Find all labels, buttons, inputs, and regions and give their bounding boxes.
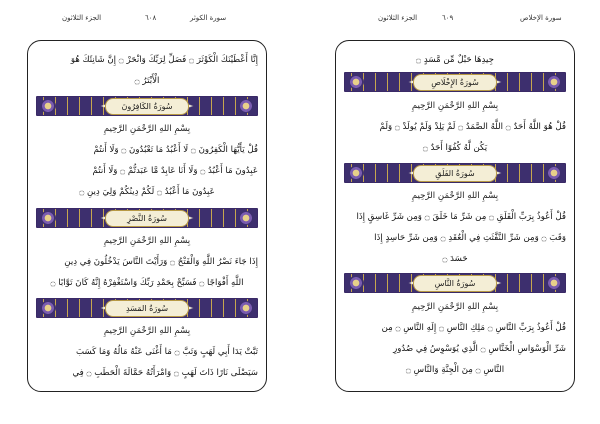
surah-kafirun-banner [36,96,258,116]
banner-ornament-icon [40,99,56,113]
verse-line: قُلْ يَأَيُّهَا الْكَفِرُونَ ۝ لَا أَعْبُدُ مَا تَعْبُدُونَ ۝ وَلَا أَنتُمْ [93,145,258,155]
verse-line: يَكُن لَّهُ كُفُوًا أَحَدٌ ۝ [422,143,488,153]
basmala: بِسْمِ اللهِ الرَّحْمَنِ الرَّحِيمِ [103,124,191,134]
verse-line: تَبَّتْ يَدَا أَبِي لَهَبٍ وَتَبَّ ۝ مَا أَغْنَى عَنْهُ مَالُهُ وَمَا كَسَبَ [76,347,258,357]
surah-ikhlas-banner [344,72,566,92]
surah-title: سُورَةُ المَسَدِ [105,300,189,317]
verse-line: حَسَدَ ۝ [442,254,468,264]
verse-line: سَيَصْلَى نَارًا ذَاتَ لَهَبٍ ۝ وَامْرَأَتُهُ حَمَّالَةَ الْحَطَبِ ۝ فِي [72,368,258,378]
surah-title: سُورَةُ الفَلَقِ [413,165,497,182]
banner-ornament-icon [348,166,364,180]
verse-line: وَقَبَ ۝ وَمِن شَرِّ النَّفَّثَتِ فِي الْعُقَدِ ۝ وَمِن شَرِّ حَاسِدٍ إِذَا [374,233,566,243]
banner-ornament-icon [348,276,364,290]
banner-ornament-icon [546,166,562,180]
basmala: بِسْمِ اللهِ الرَّحْمَنِ الرَّحِيمِ [103,236,191,246]
verse-line: الْأَبْتَرُ ۝ [134,76,160,86]
left-page [27,40,267,392]
verse-line: اللَّهِ أَفْوَاجًا ۝ فَسَبِّحْ بِحَمْدِ رَبِّكَ وَاسْتَغْفِرْهُ إِنَّهُ كَانَ تَوَّابًا ۝ [50,278,244,288]
banner-ornament-icon [40,211,56,225]
surah-title: سُورَةُ النَّاسِ [413,275,497,292]
banner-ornament-icon [238,301,254,315]
surah-masad-banner [36,298,258,318]
banner-ornament-icon [238,99,254,113]
basmala: بِسْمِ اللهِ الرَّحْمَنِ الرَّحِيمِ [411,101,499,111]
right-page [335,40,575,392]
verse-line: عَبِدُونَ مَا أَعْبُدُ ۝ وَلَا أَنَا عَابِدٌ مَّا عَبَدتُّمْ ۝ وَلَا أَنتُمْ [92,166,258,176]
banner-ornament-icon [40,301,56,315]
basmala: بِسْمِ اللهِ الرَّحْمَنِ الرَّحِيمِ [411,191,499,201]
banner-ornament-icon [348,75,364,89]
surah-falaq-banner [344,163,566,183]
basmala: بِسْمِ اللهِ الرَّحْمَنِ الرَّحِيمِ [411,302,499,312]
right-page-header-surah: سورة الإخلاص [520,14,562,22]
surah-title: سُورَةُ الكَافِرُونَ [105,98,189,115]
banner-ornament-icon [238,211,254,225]
verse-line: عَبِدُونَ مَا أَعْبُدُ ۝ لَكُمْ دِينُكُمْ وَلِيَ دِينِ ۝ [79,187,215,197]
verse-line: شَرِّ الْوَسْوَاسِ الْخَنَّاسِ ۝ الَّذِي يُوَسْوِسُ فِي صُدُورِ [393,344,566,354]
right-page-header-juz: الجزء الثلاثون [378,14,418,22]
verse-line: قُلْ أَعُوذُ بِرَبِّ الْفَلَقِ ۝ مِن شَرِّ مَا خَلَقَ ۝ وَمِن شَرِّ غَاسِقٍ إِذَا [356,212,566,222]
left-page-header-surah: سورة الكوثر [190,14,227,22]
right-page-number: ٦٠٩ [442,14,454,22]
verse-line: قُلْ هُوَ اللَّهُ أَحَدٌ ۝ اللَّهُ الصَّمَدُ ۝ لَمْ يَلِدْ وَلَمْ يُولَدْ ۝ وَلَمْ [379,122,566,132]
verse-line: إِنَّا أَعْطَيْنَكَ الْكَوْثَرَ ۝ فَصَلِّ لِرَبِّكَ وَانْحَرْ ۝ إِنَّ شَانِئَكَ هُوَ [70,55,258,65]
verse-line: إِذَا جَاءَ نَصْرُ اللَّهِ وَالْفَتْحُ ۝ وَرَأَيْتَ النَّاسَ يَدْخُلُونَ فِي دِينِ [64,257,258,267]
verse-line: قُلْ أَعُوذُ بِرَبِّ النَّاسِ ۝ مَلِكِ النَّاسِ ۝ إِلَهِ النَّاسِ ۝ مِن [381,323,566,333]
basmala: بِسْمِ اللهِ الرَّحْمَنِ الرَّحِيمِ [103,326,191,336]
surah-nas-banner [344,273,566,293]
left-page-header-juz: الجزء الثلاثون [62,14,102,22]
surah-nasr-banner [36,208,258,228]
left-page-number: ٦٠٨ [145,14,157,22]
verse-line: النَّاسِ ۝ مِنَ الْجِنَّةِ وَالنَّاسِ ۝ [405,365,505,375]
verse-line: جِيدِهَا حَبْلٌ مِّن مَّسَدٍ ۝ [416,55,494,65]
banner-ornament-icon [546,75,562,89]
surah-title: سُورَةُ الإِخْلَاصِ [413,74,497,91]
surah-title: سُورَةُ النَّصْرِ [105,210,189,227]
banner-ornament-icon [546,276,562,290]
